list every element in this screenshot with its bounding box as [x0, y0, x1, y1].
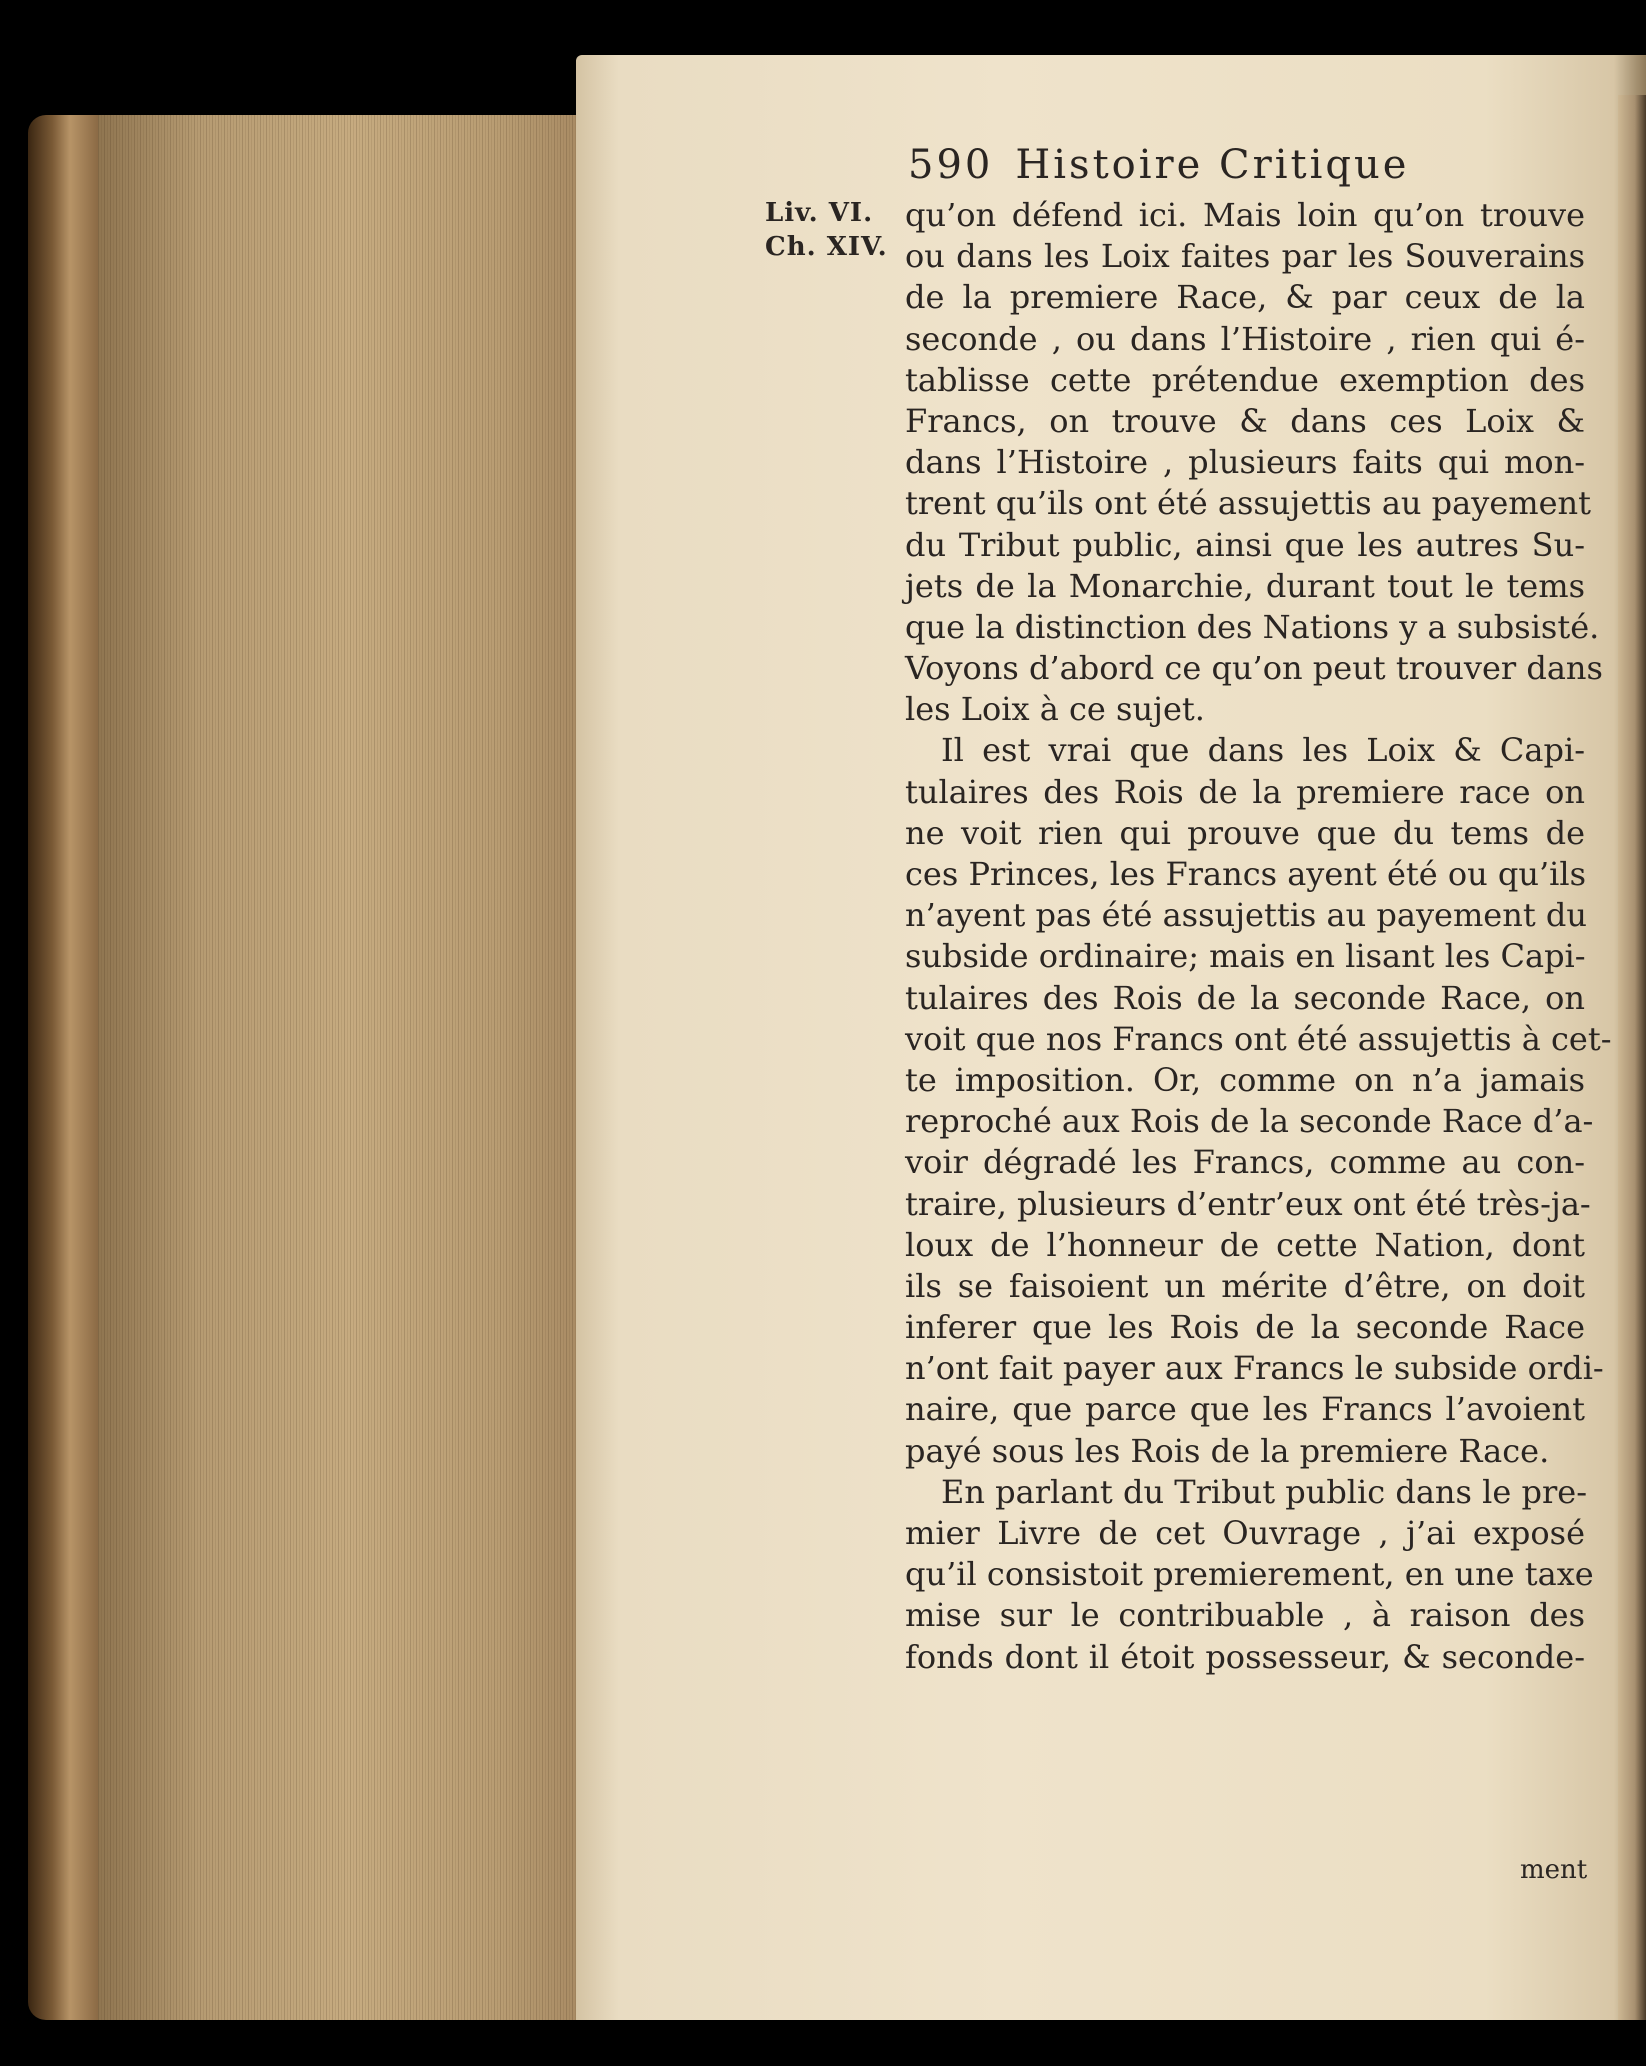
- text-line: ou dans les Loix faites par les Souverains: [905, 237, 1585, 276]
- text-line: Il est vrai que dans les Loix & Capi-: [941, 731, 1585, 770]
- body-text: [905, 195, 1612, 1678]
- text-line: payé sous les Rois de la premiere Race.: [905, 1431, 1550, 1470]
- text-line: dans l’Histoire , plusieurs faits qui mon-: [905, 443, 1585, 482]
- text-line: du Tribut public, ainsi que les autres Su-: [905, 525, 1585, 564]
- text-line: ces Princes, les Francs ayent été ou qu’ils: [905, 855, 1587, 893]
- text-line: voit que nos Francs ont été assujettis à cet-: [905, 1019, 1612, 1058]
- text-line: que la distinction des Nations y a subsisté.: [905, 607, 1600, 646]
- text-line: mier Livre de cet Ouvrage , j’ai exposé: [905, 1514, 1585, 1552]
- margin-chapter-label: Ch. XIV.: [765, 232, 888, 262]
- text-line: Francs, on trouve & dans ces Loix &: [905, 401, 1585, 440]
- text-line: qu’il consistoit premierement, en une taxe: [905, 1555, 1594, 1594]
- text-line: n’ont fait payer aux Francs le subside ordi-: [905, 1349, 1604, 1388]
- margin-note: [765, 196, 905, 264]
- running-title: Histoire Critique: [1015, 142, 1410, 188]
- text-line: de la premiere Race, & par ceux de la: [905, 278, 1585, 317]
- book-cover-edge: [28, 115, 98, 2020]
- page-gutter: [1618, 95, 1646, 2020]
- text-line: loux de l’honneur de cette Nation, dont: [905, 1225, 1585, 1264]
- text-line: ils se faisoient un mérite d’être, on doit: [905, 1266, 1585, 1305]
- text-line: tablisse cette prétendue exemption des: [905, 360, 1585, 399]
- text-line: reproché aux Rois de la seconde Race d’a-: [905, 1102, 1594, 1141]
- text-line: ne voit rien qui prouve que du tems de: [905, 813, 1585, 852]
- text-line: tulaires des Rois de la seconde Race, on: [905, 978, 1585, 1017]
- text-line: les Loix à ce sujet.: [905, 690, 1205, 729]
- text-line: mise sur le contribuable , à raison des: [905, 1596, 1585, 1635]
- running-header: [908, 142, 1548, 202]
- page-edges: [98, 115, 606, 2020]
- text-line: tulaires des Rois de la premiere race on: [905, 772, 1585, 811]
- text-line: n’ayent pas été assujettis au payement du: [905, 896, 1587, 935]
- text-line: te imposition. Or, comme on n’a jamais: [905, 1060, 1585, 1099]
- text-line: traire, plusieurs d’entr’eux ont été très-ja-: [905, 1184, 1591, 1223]
- page-number: 590: [908, 142, 994, 188]
- text-line: voir dégradé les Francs, comme au con-: [905, 1143, 1585, 1182]
- text-line: En parlant du Tribut public dans le pre-: [941, 1472, 1587, 1511]
- text-line: inferer que les Rois de la seconde Race: [905, 1308, 1585, 1347]
- text-line: Voyons d’abord ce qu’on peut trouver dans: [905, 649, 1603, 688]
- text-line: jets de la Monarchie, durant tout le tems: [905, 566, 1585, 605]
- text-line: seconde , ou dans l’Histoire , rien qui é-: [905, 319, 1585, 358]
- text-line: trent qu’ils ont été assujettis au payement: [905, 484, 1591, 523]
- text-line: qu’on défend ici. Mais loin qu’on trouve: [905, 196, 1585, 234]
- margin-book-label: Liv. VI.: [765, 198, 874, 228]
- catchword: ment: [1520, 1855, 1588, 1885]
- text-line: subside ordinaire; mais en lisant les Capi-: [905, 937, 1586, 976]
- text-line: fonds dont il étoit possesseur, & seconde-: [905, 1637, 1585, 1676]
- text-line: naire, que parce que les Francs l’avoient: [905, 1390, 1585, 1429]
